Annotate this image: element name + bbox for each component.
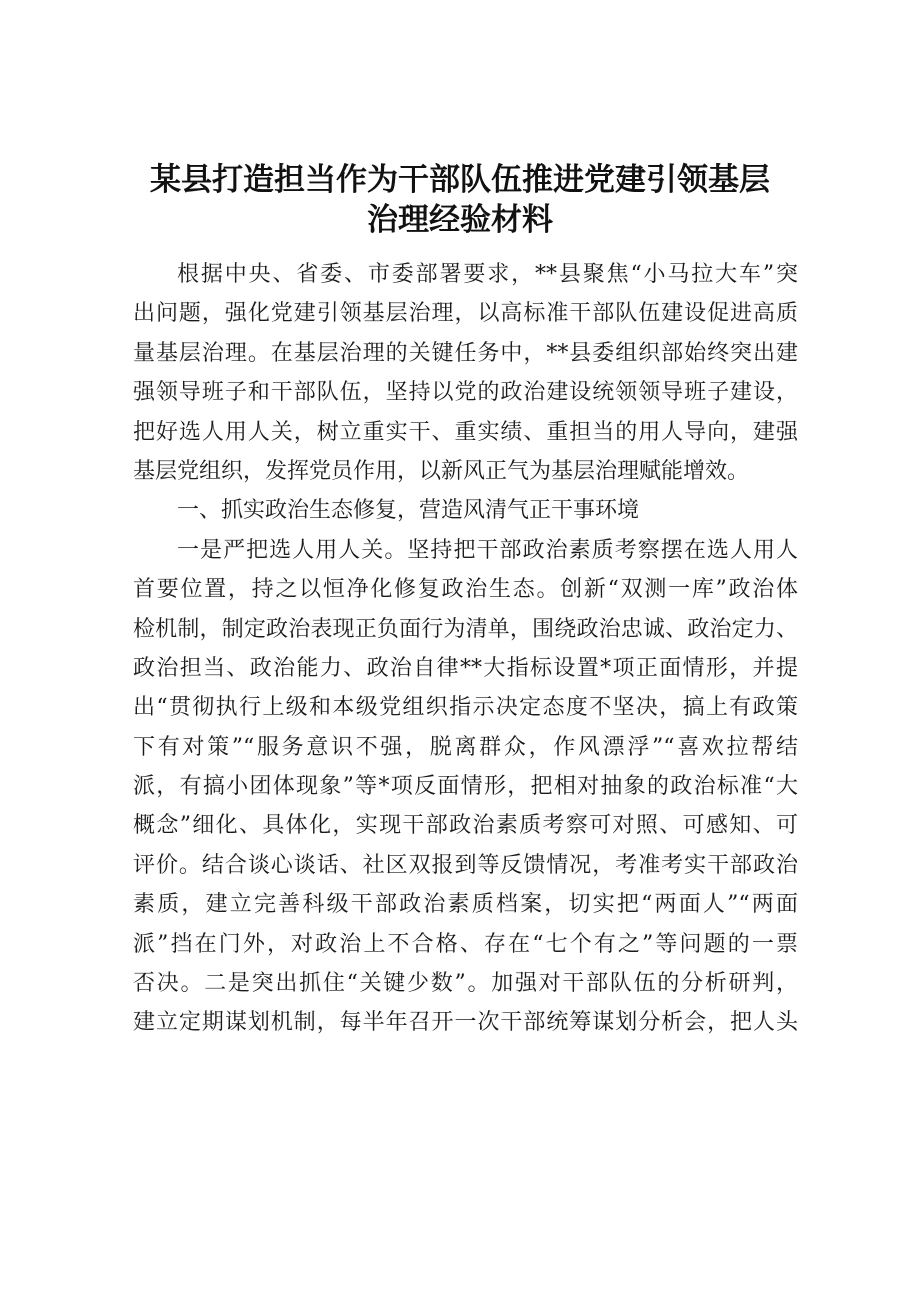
body-paragraph xyxy=(133,531,798,1043)
text-line: 派，有搞小团体现象”等*项反面情形，把相对抽象的政治标准“大 xyxy=(133,774,798,800)
text-line: 建立定期谋划机制，每半年召开一次干部统筹谋划分析会，把人头 xyxy=(133,1010,798,1036)
text-line: 否决。二是突出抓住“关键少数”。加强对干部队伍的分析研判， xyxy=(133,971,798,997)
intro-paragraph xyxy=(133,255,798,491)
document-title xyxy=(0,160,920,240)
text-line: 出“贯彻执行上级和本级党组织指示决定态度不坚决，搞上有政策 xyxy=(133,695,798,721)
text-line: 强领导班子和干部队伍，坚持以党的政治建设统领领导班子建设， xyxy=(133,380,798,406)
document-body xyxy=(133,255,798,1043)
text-line: 量基层治理。在基层治理的关键任务中，**县委组织部始终突出建 xyxy=(133,340,798,366)
text-line: 首要位置，持之以恒净化修复政治生态。创新“双测一库”政治体 xyxy=(133,577,798,603)
text-line: 一是严把选人用人关。坚持把干部政治素质考察摆在选人用人 xyxy=(177,537,798,563)
text-line: 根据中央、省委、市委部署要求，**县聚焦“小马拉大车”突 xyxy=(177,262,798,287)
title-line-2: 治理经验材料 xyxy=(367,202,553,238)
text-line: 一、抓实政治生态修复，营造风清气正干事环境 xyxy=(177,498,640,524)
title-line-1: 某县打造担当作为干部队伍推进党建引领基层 xyxy=(150,162,770,198)
text-line: 出问题，强化党建引领基层治理，以高标准干部队伍建设促进高质 xyxy=(133,301,798,327)
text-line: 下有对策”“服务意识不强，脱离群众，作风漂浮”“喜欢拉帮结 xyxy=(133,734,798,760)
text-line: 把好选人用人关，树立重实干、重实绩、重担当的用人导向，建强 xyxy=(133,419,798,445)
text-line: 派”挡在门外，对政治上不合格、存在“七个有之”等问题的一票 xyxy=(133,931,798,957)
text-line: 概念”细化、具体化，实现干部政治素质考察可对照、可感知、可 xyxy=(133,813,798,839)
section-heading xyxy=(133,491,798,530)
text-line: 评价。结合谈心谈话、社区双报到等反馈情况，考准考实干部政治 xyxy=(133,852,798,878)
text-line: 检机制，制定政治表现正负面行为清单，围绕政治忠诚、政治定力、 xyxy=(133,616,798,642)
text-line: 政治担当、政治能力、政治自律**大指标设置*项正面情形，并提 xyxy=(133,655,798,681)
text-line: 基层党组织，发挥党员作用，以新风正气为基层治理赋能增效。 xyxy=(133,458,750,484)
text-line: 素质，建立完善科级干部政治素质档案，切实把“两面人”“两面 xyxy=(133,892,798,918)
